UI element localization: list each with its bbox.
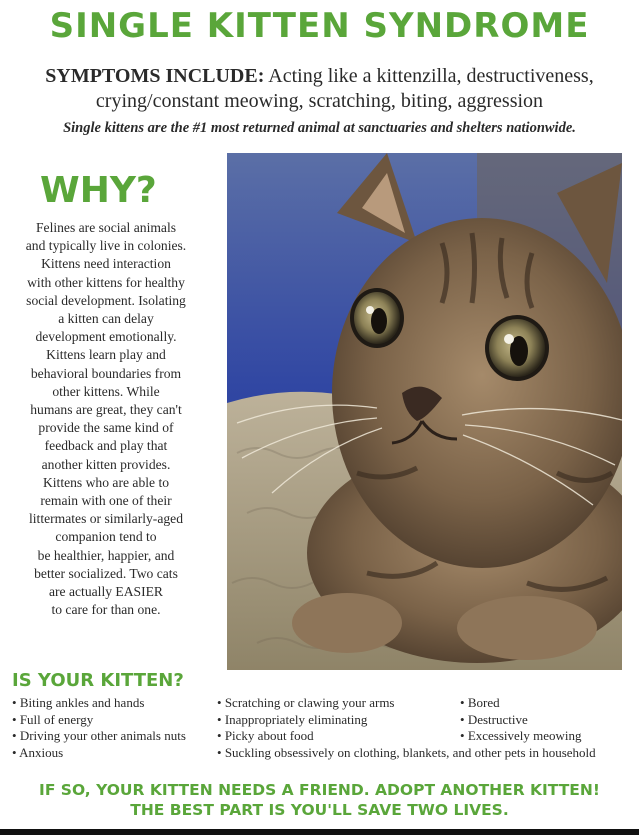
why-line: Kittens who are able to bbox=[42, 474, 170, 490]
why-line: littermates or similarly-aged bbox=[28, 511, 183, 527]
list-item: • Excessively meowing bbox=[460, 728, 582, 743]
why-line: provide the same kind of bbox=[38, 420, 174, 436]
symptom-list-1 bbox=[12, 695, 186, 761]
why-line: a kitten can delay bbox=[58, 311, 154, 327]
list-item: • Full of energy bbox=[12, 711, 94, 727]
list-item: • Driving your other animals nuts bbox=[12, 728, 186, 743]
returned-note: Single kittens are the #1 most returned animal at sanctuaries and shelters nationwide. bbox=[63, 120, 576, 136]
list-item: • Scratching or clawing your arms bbox=[217, 695, 395, 710]
list-item: • Inappropriately eliminating bbox=[217, 711, 368, 727]
cta-line-2: THE BEST PART IS YOU'LL SAVE TWO LIVES. bbox=[130, 801, 509, 819]
call-to-action bbox=[0, 780, 639, 820]
why-line: and typically live in colonies. bbox=[25, 238, 187, 254]
symptoms-label: SYMPTOMS INCLUDE: bbox=[45, 65, 265, 87]
why-line: companion tend to bbox=[55, 529, 157, 545]
why-paragraph bbox=[8, 219, 204, 619]
why-line: Kittens need interaction bbox=[41, 256, 171, 272]
why-line: behavioral boundaries from bbox=[30, 365, 182, 381]
symptom-list-3 bbox=[460, 695, 582, 745]
why-line: other kittens. While bbox=[52, 383, 160, 399]
symptoms-line2: crying/constant meowing, scratching, biting, aggression bbox=[95, 90, 544, 112]
symptoms-text bbox=[10, 64, 629, 114]
why-line: better socialized. Two cats bbox=[34, 565, 178, 581]
why-line: remain with one of their bbox=[40, 493, 172, 509]
why-line: humans are great, they can't bbox=[30, 402, 182, 418]
list-item: • Biting ankles and hands bbox=[12, 695, 145, 710]
cta-line-1: IF SO, YOUR KITTEN NEEDS A FRIEND. ADOPT ANOTHER KITTEN! bbox=[39, 781, 600, 799]
why-heading: WHY? bbox=[40, 170, 157, 211]
why-line: Kittens learn play and bbox=[46, 347, 166, 363]
list-item: • Suckling obsessively on clothing, blankets, and other pets in household bbox=[217, 744, 596, 760]
list-item: • Picky about food bbox=[217, 728, 314, 743]
bottom-border bbox=[0, 829, 639, 835]
why-line: development emotionally. bbox=[35, 329, 177, 345]
page-title: SINGLE KITTEN SYNDROME bbox=[49, 6, 590, 46]
why-line: to care for than one. bbox=[51, 602, 161, 618]
why-line: social development. Isolating bbox=[26, 292, 186, 308]
list-item: • Anxious bbox=[12, 744, 64, 760]
why-line: feedback and play that bbox=[44, 438, 168, 454]
kitten-photo bbox=[227, 153, 622, 670]
why-line: are actually EASIER bbox=[49, 584, 163, 600]
is-your-kitten-heading: IS YOUR KITTEN? bbox=[12, 670, 184, 691]
why-line: another kitten provides. bbox=[41, 456, 171, 472]
list-item: • Destructive bbox=[460, 711, 528, 727]
why-line: Felines are social animals bbox=[35, 220, 177, 235]
list-item: • Bored bbox=[460, 695, 500, 710]
why-line: be healthier, happier, and bbox=[37, 547, 175, 563]
why-line: with other kittens for healthy bbox=[27, 274, 185, 290]
symptoms-line1: Acting like a kittenzilla, destructiveness, bbox=[264, 65, 594, 87]
